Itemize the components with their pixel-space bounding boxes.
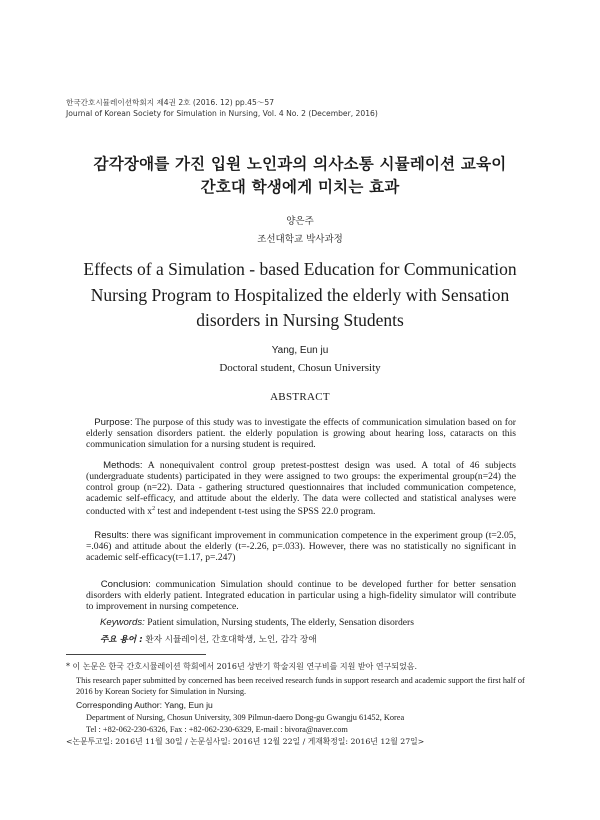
keywords-text: Patient simulation, Nursing students, The elderly, Sensation disorders (144, 617, 414, 628)
footnote-divider (66, 654, 206, 655)
methods-label: Methods: (103, 460, 143, 471)
conclusion-label: Conclusion: (100, 579, 151, 590)
keywords-en (100, 617, 414, 628)
results-label: Results: (94, 530, 129, 541)
abstract-conclusion (86, 579, 516, 612)
keywords-label: Keywords: (100, 617, 145, 628)
methods-tail: test and independent t-test using the SPSS 22.0 program. (155, 506, 376, 518)
footnote-dates: <논문투고일: 2016년 11월 30일 / 논문심사일: 2016년 12월 22일 / 게재확정일: 2016년 12월 27일> (66, 737, 425, 746)
abstract-heading: ABSTRACT (270, 391, 330, 403)
purpose-text: The purpose of this study was to investigate the effects of communication simulation based on for elderly sensation disorders patient. the elderly population is growing about hearing loss, cataracts on this communication simulation for a nursing student is required. (86, 417, 516, 450)
author-en: Yang, Eun ju (271, 345, 329, 356)
methods-superscript: 2 (152, 506, 156, 512)
abstract-purpose (86, 417, 516, 450)
title-ko-line2: 간호대 학생에게 미치는 효과 (200, 178, 400, 196)
keywords-ko-label: 주요 용어 : (100, 635, 143, 645)
keywords-ko (100, 633, 317, 645)
title-ko-line1: 감각장애를 가진 입원 노인과의 의사소통 시뮬레이션 교육이 (93, 155, 507, 173)
footnote-funding-ko: * 이 논문은 한국 간호시뮬레이션 학회에서 2016년 상반기 학술지원 연구비를 지원 받아 연구되었음. (66, 662, 418, 671)
footnote-corresponding: Corresponding Author: Yang, Eun ju (76, 700, 213, 710)
journal-header-en: Journal of Korean Society for Simulation in Nursing, Vol. 4 No. 2 (December, 2016) (66, 109, 378, 118)
affiliation-ko: 조선대학교 박사과정 (257, 234, 343, 245)
abstract-methods (86, 460, 516, 517)
abstract-results (86, 530, 516, 563)
author-ko: 양은주 (286, 216, 314, 227)
purpose-label: Purpose: (94, 417, 133, 428)
footnote-funding-en: This research paper submitted by concerned has been received research funds in support research and academic support the first half of 2016 by Korean Society for Simulation in Nursing. (76, 676, 525, 696)
conclusion-text: communication Simulation should continue to be developed further for better sensation disorders with elderly patient. Integrated education in particular using a high-fidelity simulator will contribute to improvement in nursing competence. (86, 579, 516, 612)
methods-text: A nonequivalent control group pretest-posttest design was used. A total of 46 subjects (undergraduate students) participated in they were assigned to two groups: the experimental group(n=24) the control group (n=22). Data - gathering structured questionnaires that included communication competence, academic self-efficacy, and attitude about the elderly. The data were collected and statistical analyses were conducted with x (86, 460, 516, 518)
keywords-ko-text: 환자 시뮬레이션, 간호대학생, 노인, 감각 장애 (142, 635, 317, 645)
title-en: Effects of a Simulation - based Education for Communication Nursing Program to Hospitalized the elderly with Sensation disorders in Nursing Students (83, 259, 517, 330)
results-text: there was significant improvement in communication competence in the experiment group (t=2.05, =.046) and attitude about the elderly (t=-2.26, p=.033). However, there was no statistically no significant in academic self-efficacy(t=1.17, p=.247) (86, 530, 516, 563)
affiliation-en: Doctoral student, Chosun University (219, 362, 381, 374)
footnote-department: Department of Nursing, Chosun University, 309 Pilmun-daero Dong-gu Gwangju 61452, Korea (86, 713, 405, 722)
journal-header-ko: 한국간호시뮬레이션학회지 제4권 2호 (2016. 12) pp.45～57 (66, 98, 275, 107)
footnote-contact: Tel : +82-062-230-6326, Fax : +82-062-230-6329, E-mail : bivora@naver.com (86, 725, 348, 734)
